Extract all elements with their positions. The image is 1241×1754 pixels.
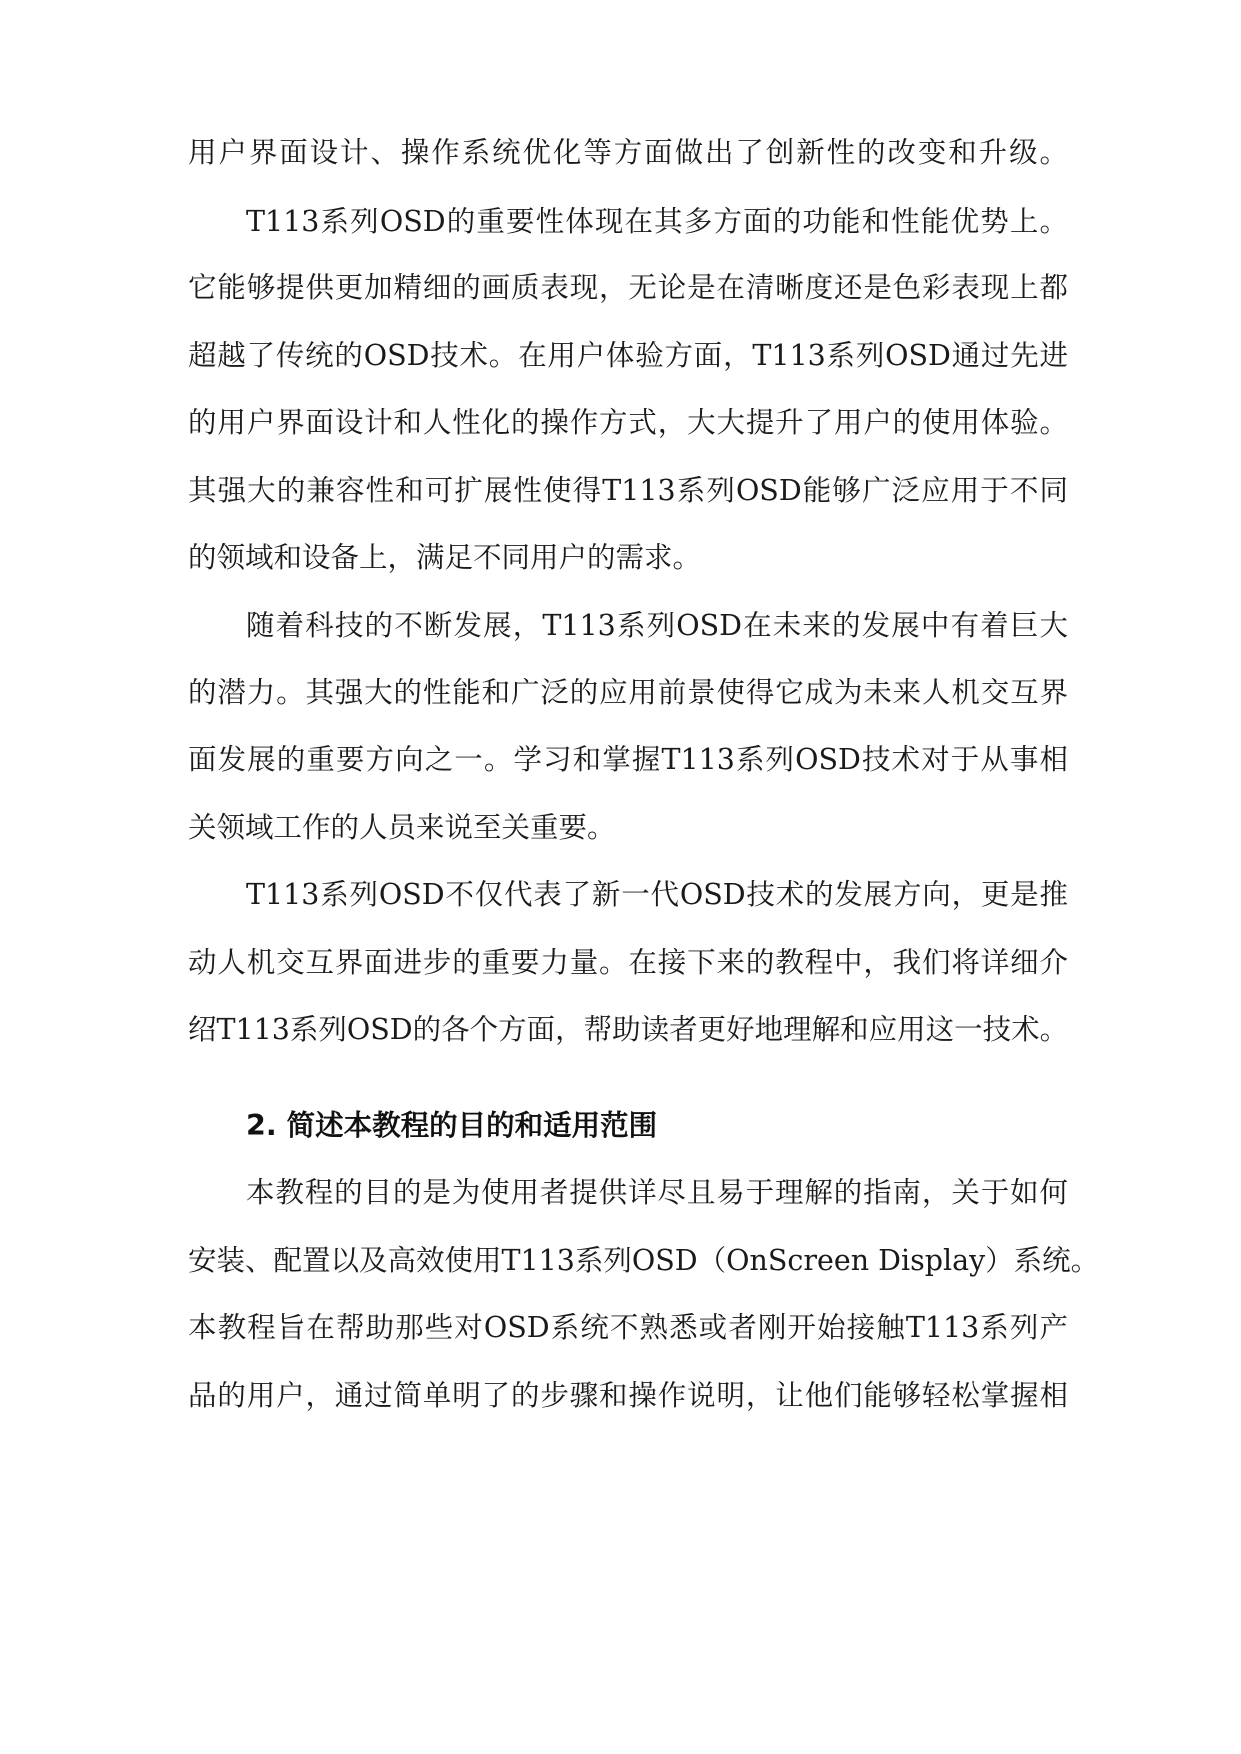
paragraph-line: 动人机交互界面进步的重要力量。在接下来的教程中，我们将详细介 [188,946,1068,979]
paragraph-line: 本教程的目的是为使用者提供详尽且易于理解的指南，关于如何 [246,1176,1068,1209]
paragraph-line: 超越了传统的OSD技术。在用户体验方面，T113系列OSD通过先进 [188,339,1068,372]
section-heading: 2. 简述本教程的目的和适用范围 [246,1109,658,1142]
paragraph-line: 品的用户，通过简单明了的步骤和操作说明，让他们能够轻松掌握相 [188,1379,1068,1412]
paragraph-line: 的用户界面设计和人性化的操作方式，大大提升了用户的使用体验。 [188,406,1068,439]
paragraph-line: 绍T113系列OSD的各个方面，帮助读者更好地理解和应用这一技术。 [188,1013,1069,1046]
paragraph-line: 随着科技的不断发展，T113系列OSD在未来的发展中有着巨大 [246,609,1068,642]
paragraph-line: 关领域工作的人员来说至关重要。 [188,811,616,844]
paragraph-line: T113系列OSD的重要性体现在其多方面的功能和性能优势上。 [246,205,1068,238]
paragraph-line: 其强大的兼容性和可扩展性使得T113系列OSD能够广泛应用于不同 [188,474,1068,507]
paragraph-line: 用户界面设计、操作系统优化等方面做出了创新性的改变和升级。 [188,136,1068,169]
paragraph-line: 的潜力。其强大的性能和广泛的应用前景使得它成为未来人机交互界 [188,676,1068,709]
paragraph-line: 安装、配置以及高效使用T113系列OSD（OnScreen Display）系统。 [188,1244,1100,1277]
paragraph-line: 本教程旨在帮助那些对OSD系统不熟悉或者刚开始接触T113系列产 [188,1311,1068,1344]
paragraph-line: T113系列OSD不仅代表了新一代OSD技术的发展方向，更是推 [246,878,1068,911]
paragraph-line: 面发展的重要方向之一。学习和掌握T113系列OSD技术对于从事相 [188,743,1068,776]
paragraph-line: 的领域和设备上，满足不同用户的需求。 [188,541,702,574]
paragraph-line: 它能够提供更加精细的画质表现，无论是在清晰度还是色彩表现上都 [188,271,1068,304]
